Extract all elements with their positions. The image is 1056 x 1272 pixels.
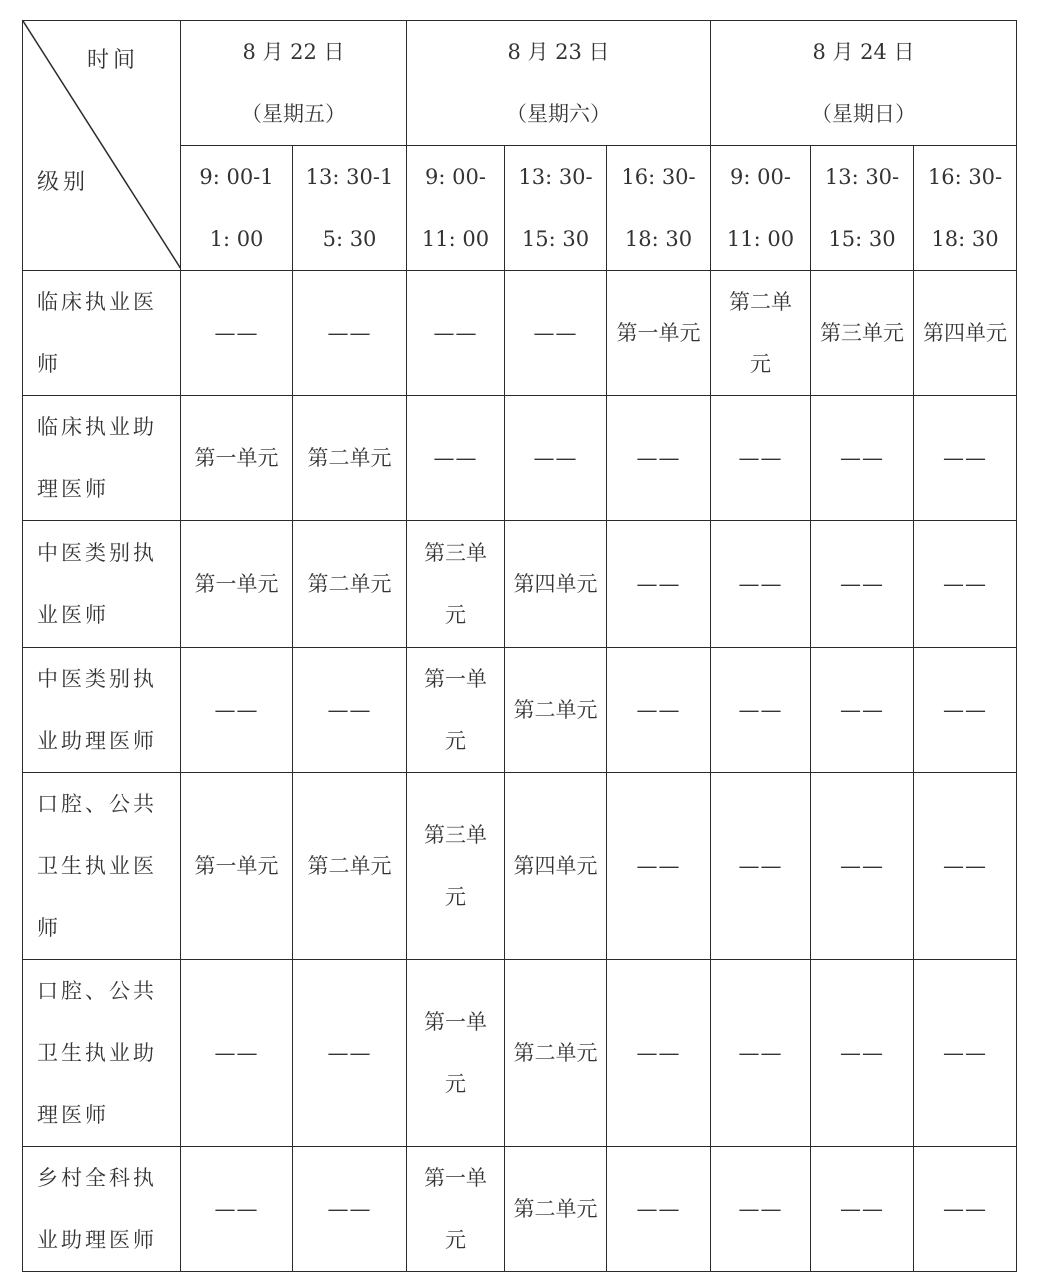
table-row [23, 960, 1017, 1147]
row-label: 临床执业助理医师 [23, 396, 181, 521]
session-unit-cell: 第一单元 [607, 271, 711, 396]
date-text: 8 月 24 日 [812, 40, 915, 64]
time-slot-end: 18: 30 [931, 227, 999, 251]
empty-session-cell: —— [293, 271, 407, 396]
time-slot-4 [607, 146, 711, 271]
empty-session-cell: —— [607, 773, 711, 960]
time-slot-2 [407, 146, 505, 271]
empty-session-cell: —— [607, 396, 711, 521]
session-unit-cell: 第一单元 [407, 648, 505, 773]
time-slot-start: 13: 30- [518, 165, 593, 189]
empty-session-cell: —— [607, 521, 711, 648]
session-unit-cell: 第一单元 [181, 521, 293, 648]
row-label: 乡村全科执业助理医师 [23, 1147, 181, 1272]
time-slot-end: 15: 30 [828, 227, 896, 251]
empty-session-cell: —— [505, 396, 607, 521]
empty-session-cell: —— [607, 960, 711, 1147]
table-row [23, 521, 1017, 648]
session-unit-cell: 第二单元 [505, 1147, 607, 1272]
time-slot-start: 9: 00- [730, 165, 791, 189]
table-row [23, 396, 1017, 521]
table-row [23, 648, 1017, 773]
row-label: 中医类别执业医师 [23, 521, 181, 648]
empty-session-cell: —— [811, 396, 914, 521]
empty-session-cell: —— [407, 271, 505, 396]
session-unit-cell: 第二单元 [505, 648, 607, 773]
session-unit-cell: 第三单元 [407, 521, 505, 648]
empty-session-cell: —— [181, 271, 293, 396]
empty-session-cell: —— [181, 648, 293, 773]
empty-session-cell: —— [914, 648, 1017, 773]
session-unit-cell: 第二单元 [711, 271, 811, 396]
time-slot-7 [914, 146, 1017, 271]
empty-session-cell: —— [711, 521, 811, 648]
time-slot-start: 13: 30- [824, 165, 900, 189]
empty-session-cell: —— [607, 1147, 711, 1272]
empty-session-cell: —— [914, 521, 1017, 648]
row-label: 中医类别执业助理医师 [23, 648, 181, 773]
time-slot-3 [505, 146, 607, 271]
date-text: 8 月 22 日 [242, 40, 345, 64]
table-row [23, 773, 1017, 960]
empty-session-cell: —— [711, 773, 811, 960]
empty-session-cell: —— [293, 648, 407, 773]
session-unit-cell: 第二单元 [293, 521, 407, 648]
corner-level-label: 级别 [37, 170, 90, 195]
session-unit-cell: 第一单元 [407, 960, 505, 1147]
empty-session-cell: —— [293, 960, 407, 1147]
time-slot-start: 16: 30- [621, 165, 696, 189]
time-slot-start: 13: 30-1 [305, 165, 394, 189]
session-unit-cell: 第二单元 [505, 960, 607, 1147]
session-unit-cell: 第三单元 [811, 271, 914, 396]
time-slot-end: 1: 00 [209, 227, 264, 251]
time-slot-start: 9: 00- [425, 165, 486, 189]
weekday-text: （星期日） [811, 102, 916, 126]
session-unit-cell: 第四单元 [914, 271, 1017, 396]
empty-session-cell: —— [811, 1147, 914, 1272]
row-label: 口腔、公共卫生执业助理医师 [23, 960, 181, 1147]
empty-session-cell: —— [811, 521, 914, 648]
empty-session-cell: —— [711, 648, 811, 773]
date-header-0 [181, 21, 407, 146]
session-unit-cell: 第一单元 [181, 773, 293, 960]
row-label: 口腔、公共卫生执业医师 [23, 773, 181, 960]
empty-session-cell: —— [607, 648, 711, 773]
time-slot-end: 11: 00 [421, 227, 490, 251]
empty-session-cell: —— [505, 271, 607, 396]
session-unit-cell: 第二单元 [293, 396, 407, 521]
weekday-text: （星期六） [506, 102, 611, 126]
session-unit-cell: 第四单元 [505, 521, 607, 648]
empty-session-cell: —— [711, 960, 811, 1147]
time-slot-start: 16: 30- [927, 165, 1003, 189]
date-header-2 [711, 21, 1017, 146]
empty-session-cell: —— [914, 1147, 1017, 1272]
time-slot-end: 11: 00 [726, 227, 795, 251]
time-slot-end: 18: 30 [624, 227, 693, 251]
time-slot-start: 9: 00-1 [199, 165, 274, 189]
table-row [23, 1147, 1017, 1272]
empty-session-cell: —— [914, 773, 1017, 960]
time-slot-5 [711, 146, 811, 271]
empty-session-cell: —— [811, 960, 914, 1147]
session-unit-cell: 第四单元 [505, 773, 607, 960]
date-header-1 [407, 21, 711, 146]
time-slot-end: 15: 30 [521, 227, 590, 251]
date-text: 8 月 23 日 [507, 40, 610, 64]
session-unit-cell: 第一单元 [181, 396, 293, 521]
table-row [23, 271, 1017, 396]
corner-time-label: 时间 [87, 48, 140, 73]
session-unit-cell: 第二单元 [293, 773, 407, 960]
time-slot-0 [181, 146, 293, 271]
row-label: 临床执业医师 [23, 271, 181, 396]
session-unit-cell: 第三单元 [407, 773, 505, 960]
exam-schedule-table [22, 20, 1017, 1272]
time-slot-1 [293, 146, 407, 271]
empty-session-cell: —— [711, 1147, 811, 1272]
weekday-text: （星期五） [241, 102, 346, 126]
empty-session-cell: —— [811, 773, 914, 960]
time-slot-end: 5: 30 [322, 227, 377, 251]
session-unit-cell: 第一单元 [407, 1147, 505, 1272]
header-row-dates [23, 21, 1017, 146]
empty-session-cell: —— [181, 1147, 293, 1272]
header-corner-cell [23, 21, 181, 271]
empty-session-cell: —— [811, 648, 914, 773]
empty-session-cell: —— [407, 396, 505, 521]
time-slot-6 [811, 146, 914, 271]
empty-session-cell: —— [914, 396, 1017, 521]
empty-session-cell: —— [181, 960, 293, 1147]
empty-session-cell: —— [711, 396, 811, 521]
empty-session-cell: —— [293, 1147, 407, 1272]
empty-session-cell: —— [914, 960, 1017, 1147]
